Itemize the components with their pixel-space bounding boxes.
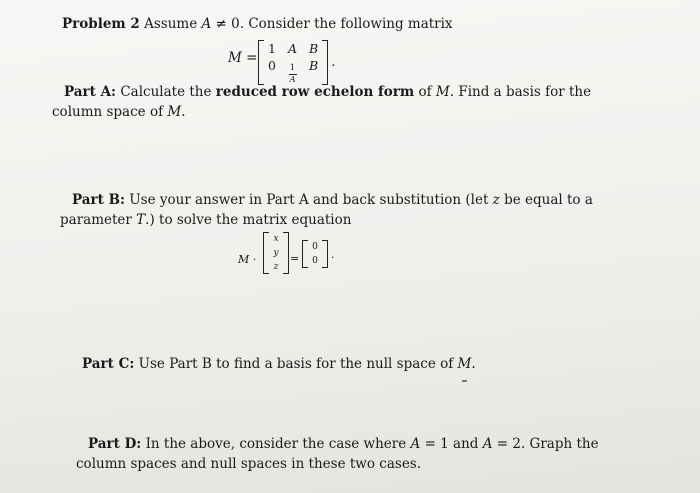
equation-period: .	[331, 247, 335, 261]
equation-m: M ·	[238, 253, 257, 266]
part-d-line-2: column spaces and null spaces in these two cases.	[76, 456, 422, 472]
part-a-bold-term: reduced row echelon form	[215, 84, 415, 100]
fraction-numerator: 1	[289, 63, 296, 73]
problem-heading	[62, 16, 453, 32]
matrix-cell: B	[309, 41, 319, 56]
part-d-text: = 1 and	[424, 436, 479, 452]
matrix-period: .	[331, 55, 336, 70]
intro-text-b: Consider the following matrix	[248, 16, 453, 32]
vector-right-bracket	[322, 240, 328, 268]
part-d-label: Part D:	[88, 436, 142, 452]
part-a-label: Part A:	[64, 84, 117, 100]
neq-zero: ≠ 0.	[215, 16, 245, 32]
matrix-cell: 1	[268, 41, 276, 56]
part-b-t: T	[136, 212, 146, 228]
part-d-line-1	[88, 436, 599, 452]
part-a-text: .	[181, 104, 186, 120]
part-b-text: parameter	[60, 212, 132, 228]
part-c-text: Use Part B to find a basis for the null space of	[138, 356, 454, 372]
part-a-line-1	[64, 84, 591, 100]
part-b-z: z	[492, 192, 500, 208]
vector-right-bracket	[283, 232, 289, 274]
vector-entry: y	[273, 248, 279, 258]
part-b-label: Part B:	[72, 192, 125, 208]
part-a-text: column space of	[52, 104, 164, 120]
part-b-line-2	[60, 212, 351, 228]
matrix-m	[258, 40, 335, 85]
part-c-label: Part C:	[82, 356, 135, 372]
vector-entry: z	[273, 262, 279, 272]
fraction-denominator: A	[289, 74, 296, 85]
part-b-text: Use your answer in Part A and back substitution (let	[129, 192, 489, 208]
part-c-text: .	[471, 356, 476, 372]
part-b-line-1	[72, 192, 593, 208]
problem-title: Problem 2	[62, 16, 140, 32]
part-b-text: be equal to a	[504, 192, 593, 208]
matrix-grid	[264, 40, 322, 85]
matrix-cell: A	[288, 41, 298, 56]
pencil-mark	[462, 380, 467, 382]
equation-equals: =	[290, 252, 300, 265]
part-a-m: M	[435, 84, 450, 100]
part-b-text: .) to solve the matrix equation	[145, 212, 352, 228]
part-a-m: M	[167, 104, 182, 120]
intro-text-a: Assume	[144, 16, 198, 32]
matrix-cell: B	[309, 58, 319, 73]
part-d-text: In the above, consider the case where	[145, 436, 407, 452]
part-a-line-2	[52, 104, 186, 120]
matrix-cell: 0	[268, 58, 276, 73]
vector-grid	[269, 232, 283, 274]
var-a: A	[201, 16, 212, 32]
vector-entry: 0	[312, 242, 318, 252]
vector-xyz	[263, 232, 289, 274]
part-d-a: A	[482, 436, 493, 452]
part-c-m: M	[457, 356, 472, 372]
matrix-label: M =	[228, 50, 258, 66]
vector-zero	[302, 240, 335, 268]
part-d-a: A	[410, 436, 421, 452]
vector-entry: x	[273, 234, 279, 244]
vector-grid	[308, 240, 322, 268]
part-a-text: of	[418, 84, 432, 100]
matrix-right-bracket	[322, 40, 328, 85]
matrix-cell-fraction	[288, 58, 297, 84]
part-a-text: . Find a basis for the	[449, 84, 592, 100]
part-c-line	[82, 356, 476, 372]
part-d-text: = 2. Graph the	[496, 436, 599, 452]
part-a-text: Calculate the	[120, 84, 212, 100]
vector-entry: 0	[312, 256, 318, 266]
